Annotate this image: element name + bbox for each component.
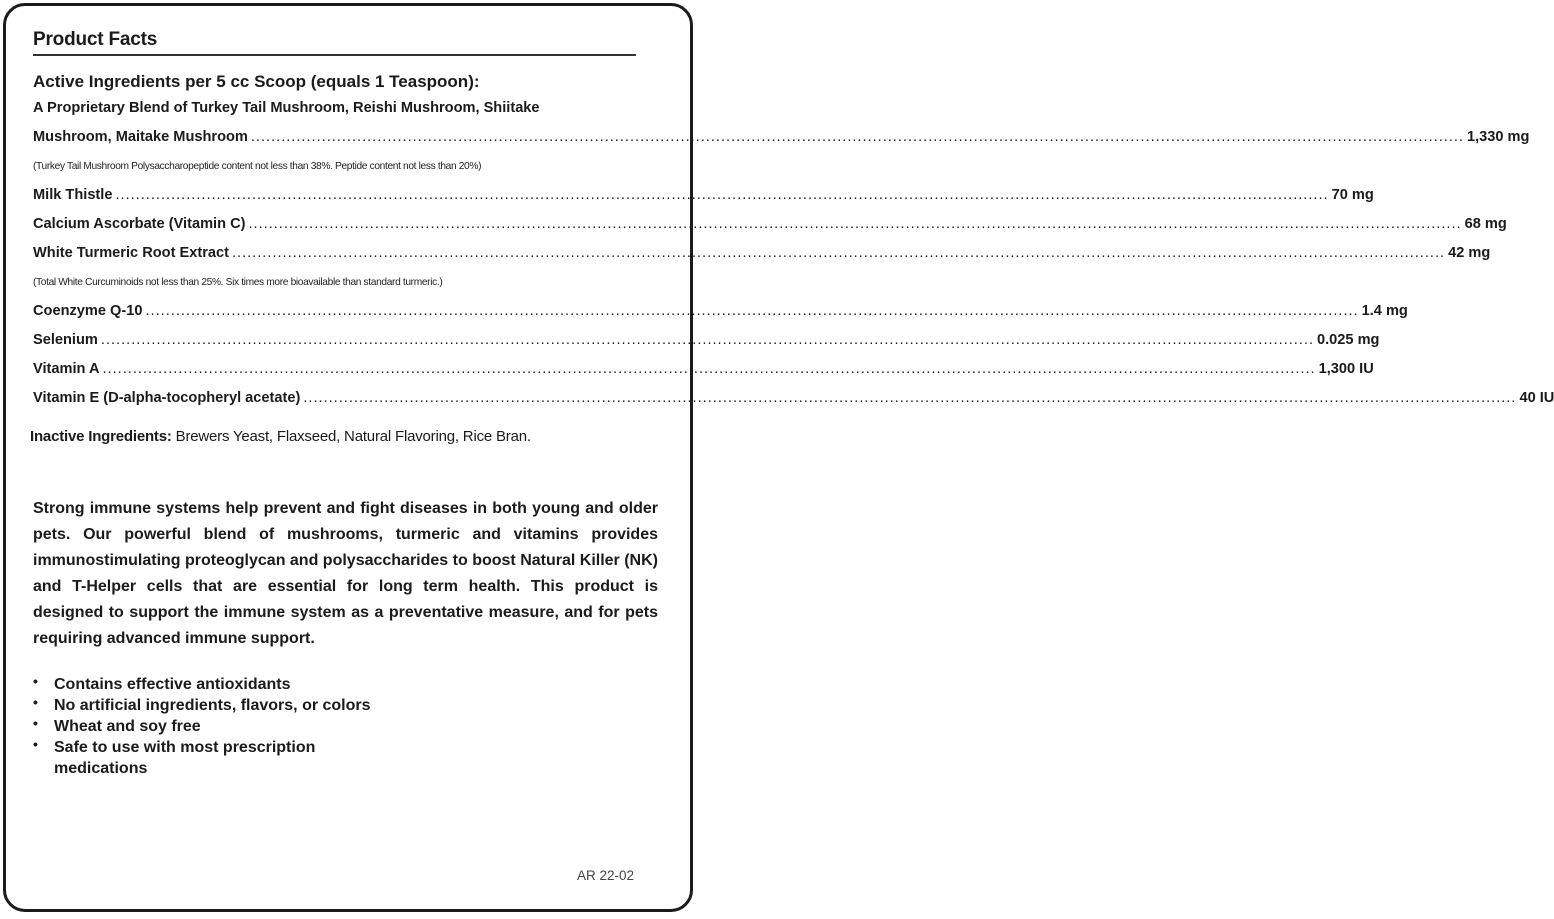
ingredient-name: Selenium: [33, 332, 98, 348]
ingredient-row: [33, 239, 1491, 268]
blend-line-1: A Proprietary Blend of Turkey Tail Mushroom, Reishi Mushroom, Shiitake: [33, 100, 540, 116]
ingredient-name: White Turmeric Root Extract: [33, 245, 229, 261]
ingredient-row-blend: [33, 123, 1530, 152]
ingredient-amount: 42 mg: [1448, 245, 1491, 261]
bullet-icon: •: [33, 694, 38, 710]
ingredient-amount: 68 mg: [1464, 216, 1507, 232]
product-code: AR 22-02: [577, 868, 635, 883]
panel-title: Product Facts: [33, 28, 636, 56]
ingredient-name: Milk Thistle: [33, 187, 113, 203]
ingredient-row: [33, 181, 1374, 210]
ingredient-amount: 0.025 mg: [1317, 332, 1380, 348]
dot-leader: ................................................................................................................................................................................................................................................: [303, 390, 1517, 406]
feature-text: Safe to use with most prescription medications: [54, 739, 316, 777]
inactive-text: Brewers Yeast, Flaxseed, Natural Flavoring, Rice Bran.: [171, 428, 531, 445]
ingredient-list-b: [33, 297, 1554, 413]
active-ingredients-heading: Active Ingredients per 5 cc Scoop (equals 1 Teaspoon):: [33, 72, 480, 91]
bullet-icon: •: [33, 673, 38, 689]
feature-text: Wheat and soy free: [54, 718, 201, 735]
dot-leader: ................................................................................................................................................................................................................................................: [250, 129, 1464, 145]
dot-leader: ................................................................................................................................................................................................................................................: [102, 361, 1316, 377]
turmeric-note: (Total White Curcuminoids not less than 25%. Six times more bioavailable than standard turmeric.): [33, 277, 443, 288]
feature-item: [33, 716, 384, 737]
dot-leader: ................................................................................................................................................................................................................................................: [231, 245, 1446, 261]
ingredient-list-a: [33, 181, 1507, 268]
ingredient-row: [33, 355, 1374, 384]
feature-item: [33, 674, 384, 695]
inactive-label: Inactive Ingredients:: [30, 428, 172, 445]
ingredient-row: [33, 297, 1408, 326]
ingredient-name: Mushroom, Maitake Mushroom: [33, 129, 248, 145]
ingredient-amount: 40 IU: [1519, 390, 1554, 406]
ingredient-name: Calcium Ascorbate (Vitamin C): [33, 216, 246, 232]
bullet-icon: •: [33, 715, 38, 731]
ingredient-amount: 70 mg: [1331, 187, 1374, 203]
inactive-ingredients: [30, 424, 669, 450]
ingredient-row: [33, 326, 1380, 355]
ingredient-row: [33, 384, 1554, 413]
feature-text: No artificial ingredients, flavors, or colors: [54, 697, 371, 714]
feature-item: [33, 695, 384, 716]
dot-leader: ................................................................................................................................................................................................................................................: [145, 303, 1359, 319]
blend-note: (Turkey Tail Mushroom Polysaccharopeptide content not less than 38%. Peptide content not less than 20%): [33, 161, 482, 172]
ingredient-row: [33, 210, 1507, 239]
dot-leader: ................................................................................................................................................................................................................................................: [248, 216, 1462, 232]
ingredient-amount: 1,300 IU: [1318, 361, 1374, 377]
description-paragraph: Strong immune systems help prevent and fight diseases in both young and older pets. Our powerful blend of mushrooms, turmeric and vitamins provides immunostimulating proteoglycan and polysaccharides to boost Natural Killer (NK) and T-Helper cells that are essential for long term health. This product is designed to support the immune system as a preventative measure, and for pets requiring advanced immune support.: [33, 500, 658, 647]
ingredient-name: Vitamin E (D-alpha-tocopheryl acetate): [33, 390, 301, 406]
ingredient-name: Vitamin A: [33, 361, 100, 377]
product-facts-panel: [30, 28, 1554, 779]
bullet-icon: •: [33, 736, 38, 752]
dot-leader: ................................................................................................................................................................................................................................................: [115, 187, 1329, 203]
ingredient-amount: 1,330 mg: [1466, 129, 1530, 145]
ingredient-amount: 1.4 mg: [1361, 303, 1408, 319]
ingredient-name: Coenzyme Q-10: [33, 303, 143, 319]
feature-text: Contains effective antioxidants: [54, 676, 291, 693]
dot-leader: ................................................................................................................................................................................................................................................: [100, 332, 1314, 348]
feature-item: [33, 737, 384, 779]
feature-list: [33, 674, 669, 779]
